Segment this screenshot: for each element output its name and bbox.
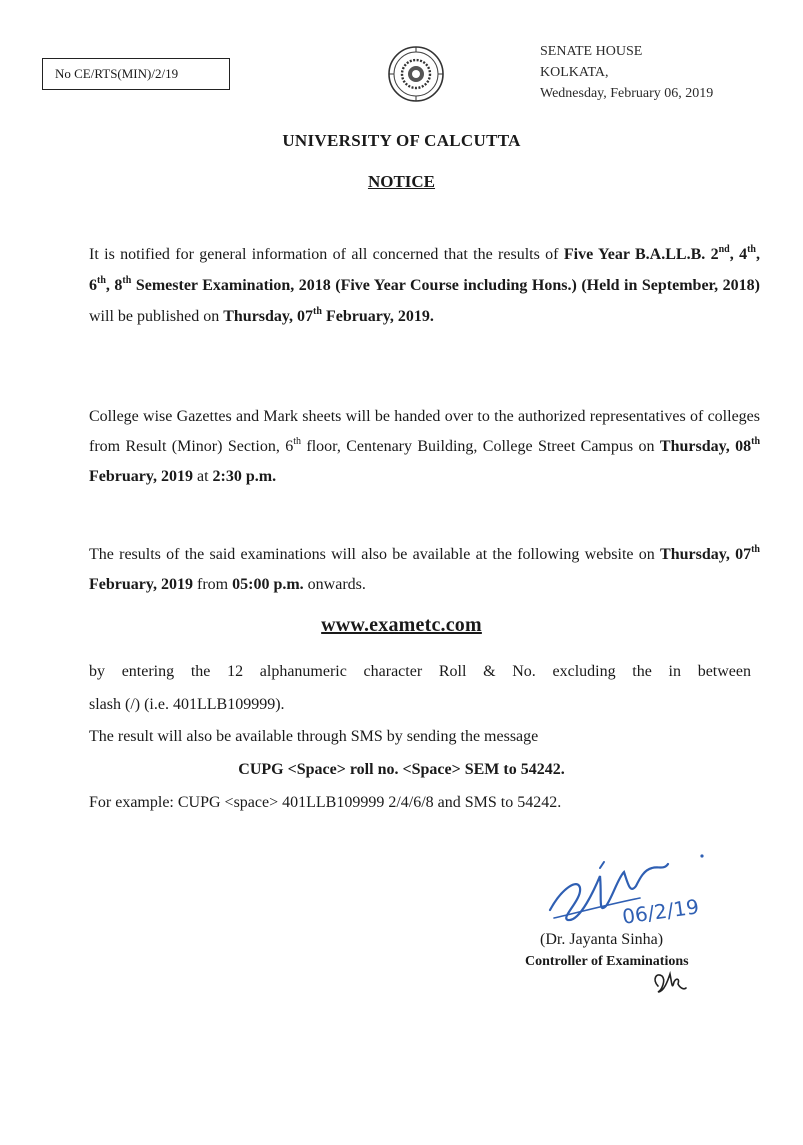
semester-number: , 8 (105, 277, 123, 294)
distribution-date: Thursday, 08 (659, 438, 752, 455)
university-name: UNIVERSITY OF CALCUTTA (282, 131, 521, 150)
distribution-date-rest: February, 2019 (89, 468, 193, 485)
text: It is notified for general information of all concerned that the results of (89, 246, 564, 263)
website-date: Thursday, 07 (660, 546, 752, 563)
text: College wise Gazettes and Mark sheets will be handed over to the authorized representatives of colleges from Result (Minor) Section, 6 (89, 408, 760, 455)
ordinal-suffix: th (122, 274, 132, 286)
ordinal-suffix: th (751, 543, 760, 555)
signature-date: 06/2/19 (620, 894, 701, 929)
text: The results of the said examinations will also be available at the following website on (89, 546, 661, 563)
website-time: 05:00 p.m. (232, 576, 304, 593)
signatory-title: Controller of Examinations (525, 954, 689, 969)
sms-example: For example: CUPG <space> 401LLB109999 2/4/6/8 and SMS to 54242. (89, 794, 562, 811)
reference-number: No CE/RTS(MIN)/2/19 (42, 58, 230, 90)
website-date-rest: February, 2019 (89, 576, 193, 593)
text: onwards. (303, 576, 366, 593)
publication-date: Thursday, 07 (223, 308, 314, 325)
address-line-city: KOLKATA, (540, 65, 609, 80)
results-website-link[interactable]: www.exametc.com (321, 614, 482, 636)
notice-date: Wednesday, February 06, 2019 (540, 86, 714, 101)
handwritten-initials (650, 970, 688, 996)
signatory-name: (Dr. Jayanta Sinha) (540, 931, 664, 948)
paragraph-gazette-distribution (89, 402, 760, 492)
sms-format: CUPG <Space> roll no. <Space> SEM to 54242. (238, 761, 565, 778)
ordinal-suffix: th (313, 305, 322, 317)
address-block (540, 41, 713, 104)
ordinal-suffix: th (293, 435, 301, 447)
semester-number: , 4 (729, 246, 748, 263)
paragraph-website-availability (89, 540, 760, 600)
address-line-senate-house: SENATE HOUSE (540, 44, 643, 59)
distribution-time: 2:30 p.m. (212, 468, 277, 485)
ordinal-suffix: nd (718, 243, 730, 255)
instruction-sms: The result will also be available through SMS by sending the message (89, 728, 539, 745)
semester-number: , 6 (89, 246, 760, 294)
ordinal-suffix: th (97, 274, 106, 286)
paragraph-result-publication (89, 239, 760, 332)
text: from (193, 576, 233, 593)
examination-name: Semester Examination, 2018 (Five Year Course including Hons.) (Held in September, 2018) (131, 277, 761, 294)
ordinal-suffix: th (747, 243, 756, 255)
publication-date-rest: February, 2019. (321, 308, 434, 325)
text: at (193, 468, 213, 485)
instruction-example-roll: slash (/) (i.e. 401LLB109999). (89, 696, 285, 713)
course-name: Five Year B.A.LL.B. 2 (563, 246, 719, 263)
notice-heading: NOTICE (367, 172, 436, 191)
text: will be published on (89, 308, 224, 325)
instruction-roll-number: by entering the 12 alphanumeric character Roll & No. excluding the in between (89, 663, 751, 680)
handwritten-signature (540, 848, 710, 943)
ordinal-suffix: th (751, 435, 761, 447)
text: floor, Centenary Building, College Street Campus on (301, 438, 660, 455)
university-seal-icon (386, 44, 446, 104)
